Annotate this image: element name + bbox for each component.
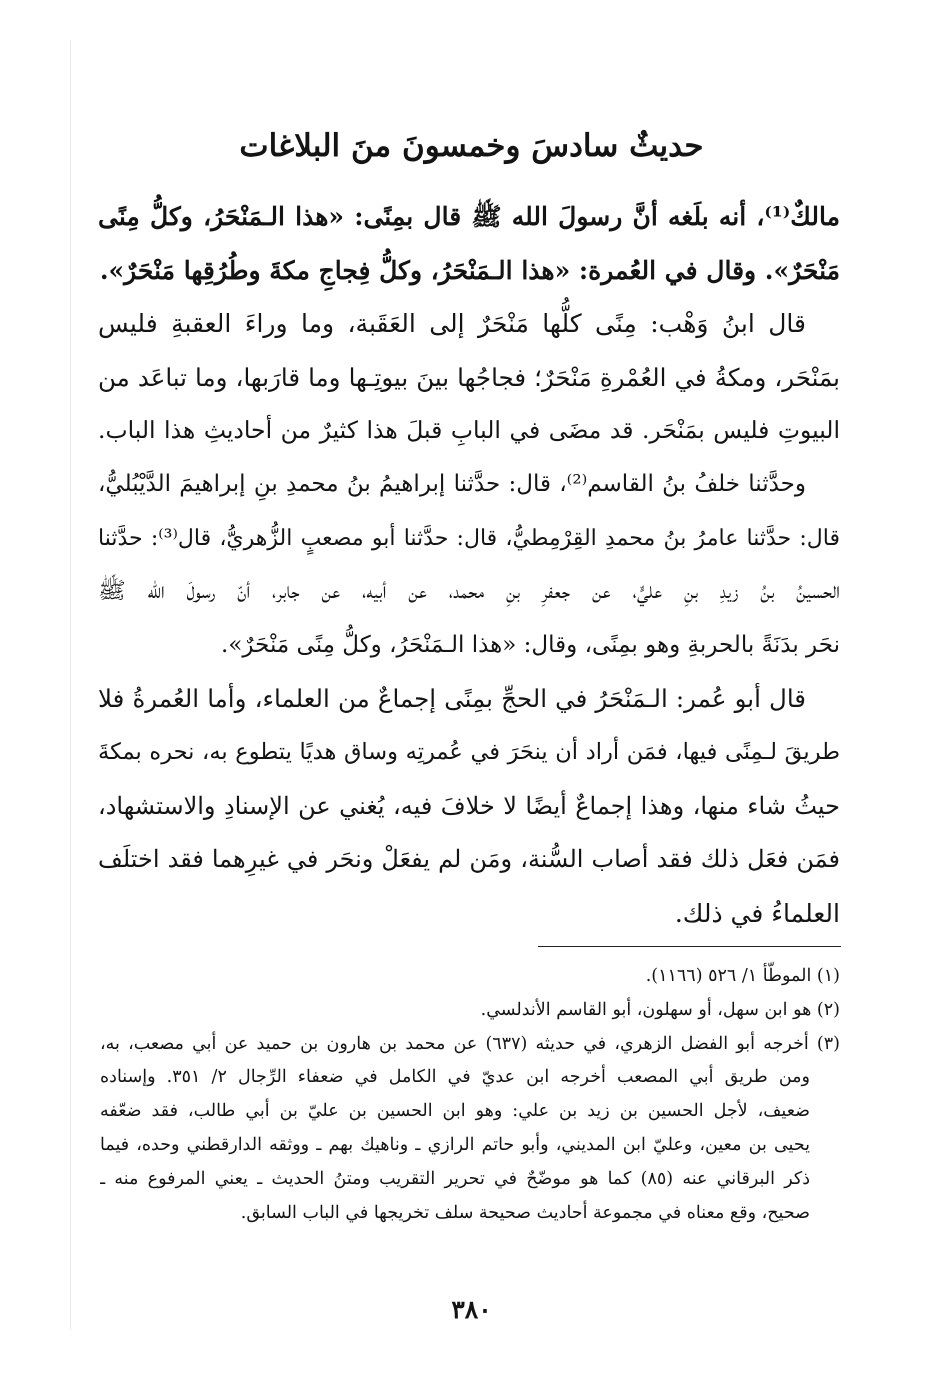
main-text	[98, 190, 840, 940]
footnote-continuation: ذكر البرقاني عنه (٨٥) كما هو موضّحٌ في تحرير التقريب ومتنُ الحديث ـ يعني المرفوع منه ـ	[100, 1168, 811, 1189]
text-line: الحسينُ بنُ زيدِ بنِ عليٍّ، عن جعفرِ بنِ محمد، عن أبيه، عن جابر، أنّ رسولَ الله ﷺ	[98, 578, 840, 605]
text-line: وحدَّثنا خلفُ بنُ القاسم⁽²⁾، قال: حدَّثنا إبراهيمُ بنُ محمدِ بنِ إبراهيمَ الدَّيْبُليُّ،	[98, 470, 806, 497]
page-number: ٣٨٠	[451, 1295, 492, 1324]
footnotes	[100, 960, 840, 1230]
text-line: بمَنْحَر، ومكةُ في العُمْرةِ مَنْحَرٌ؛ فجاجُها بينَ بيوتِـها وما قارَبها، وما تباعَد من	[98, 362, 840, 392]
footnote-continuation: صحيح، وقع معناه في مجموعة أحاديث صحيحة سلف تخريجها في الباب السابق.	[240, 1202, 810, 1223]
gutter-line	[70, 40, 71, 1330]
text-line: نحَر بدَنَةً بالحربةِ وهو بمِنًى، وقال: «هذا الـمَنْحَرُ، وكلُّ مِنًى مَنْحَرٌ».	[221, 631, 840, 658]
text-line: قال: حدَّثنا عامرُ بنُ محمدِ القِرْمِطيُّ، قال: حدَّثنا أبو مصعبٍ الزُّهريُّ، قال⁽³⁾: حدَّثنا	[98, 525, 840, 551]
text-line: فمَن فعَل ذلك فقد أصاب السُّنة، ومَن لم يفعَلْ ونحَر في غيرِهما فقد اختلَف	[98, 845, 840, 874]
text-line: العلماءُ في ذلك.	[674, 898, 840, 928]
footnote-continuation: ومن طريق أبي المصعب أخرجه ابن عديّ في الكامل في ضعفاء الرِّجال ٢/ ٣٥١. وإسناده	[100, 1067, 810, 1088]
text-line: مالكٌ⁽¹⁾، أنه بلَغه أنَّ رسولَ الله ﷺ قال بمِنًى: «هذا الـمَنْحَرُ، وكلُّ مِنًى	[98, 202, 840, 231]
footnote-continuation: ضعيف، لأجل الحسين بن زيد بن علي: وهو ابن الحسين بن عليّ بن أبي طالب، فقد ضعّفه	[100, 1101, 810, 1122]
footnote: (١) الموطّأ ١/ ٥٢٦ (١١٦٦).	[645, 966, 840, 986]
text-line: قال أبو عُمر: الـمَنْحَرُ في الحجِّ بمِنًى إجماعٌ من العلماء، وأما العُمرةُ فلا	[98, 684, 806, 714]
footnote-separator	[538, 946, 841, 947]
footnote: (٢) هو ابن سهل، أو سهلون، أبو القاسم الأندلسي.	[480, 999, 840, 1020]
text-line: حيثُ شاء منها، وهذا إجماعٌ أيضًا لا خلافَ فيه، يُغني عن الإسنادِ والاستشهاد،	[98, 791, 840, 820]
text-line: البيوتِ فليس بمَنْحَر. قد مضَى في البابِ قبلَ هذا كثيرٌ من أحاديثِ هذا الباب.	[98, 416, 840, 445]
footnote: (٣) أخرجه أبو الفضل الزهري، في حديثه (٦٣٧) عن محمد بن هارون بن حميد عن أبي مصعب، به،	[100, 1033, 840, 1054]
text-line: مَنْحَرٌ». وقال في العُمرة: «هذا الـمَنْحَرُ، وكلُّ فِجاجِ مكةَ وطُرُقِها مَنْحَرٌ».	[99, 255, 840, 285]
text-line: طريقَ لـمِنًى فيها، فمَن أراد أن ينحَرَ في عُمرتِه وساق هديًا يتطوع به، نحره بمكةَ	[98, 738, 840, 765]
text-line: قال ابنُ وَهْب: مِنًى كلُّها مَنْحَرٌ إلى العَقَبة، وما وراءَ العقبةِ فليس	[98, 309, 806, 339]
chapter-title: حديثٌ سادسَ وخمسونَ منَ البلاغات	[239, 128, 704, 164]
footnote-continuation: يحيى بن معين، وعليّ ابن المديني، وأبو حاتم الرازي ـ وناهيك بهم ـ ووثقه الدارقطني وحده، فيما	[100, 1134, 810, 1155]
